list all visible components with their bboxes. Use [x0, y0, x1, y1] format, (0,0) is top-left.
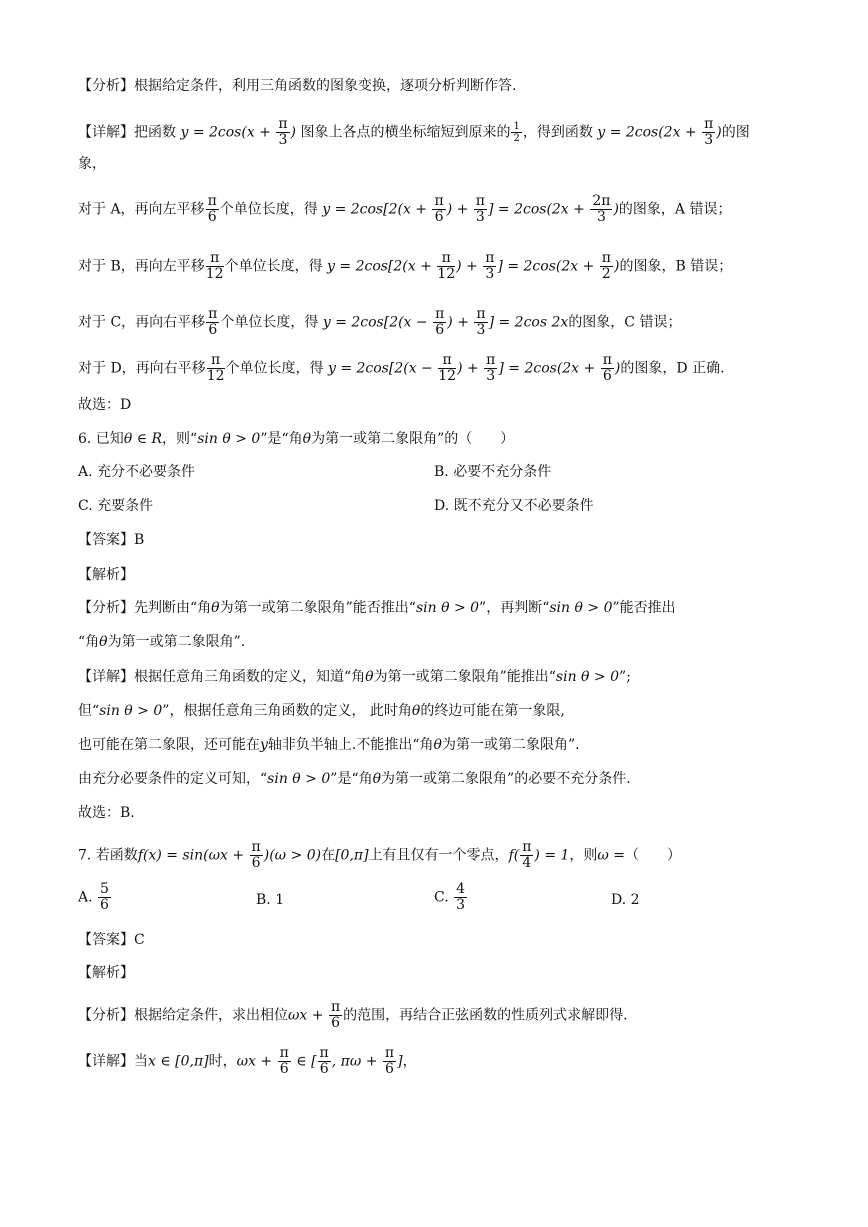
fraction: $\frac{1}{2}$ [513, 121, 520, 144]
analysis-text: 【分析】根据给定条件，求出相位ωx + $\frac{\pi}{6}$ 的范围，再结合正弦函数的性质列式求解即得. [78, 999, 628, 1031]
question-7-stem: 7. 若函数f(x) = sin(ωx + $\frac{\pi}{6}$ )(ω > 0)在[0,π]上有且仅有一个零点，f( $\frac{\pi}{4}$ ) = 1，则ω =（ ） [78, 839, 682, 871]
fraction: $\frac{\pi}{6}$ [279, 1045, 289, 1077]
fraction: $\frac{\pi}{3}$ [485, 250, 495, 282]
option-analysis-a: 对于 A，再向左平移 $\frac{\pi}{6}$ 个单位长度，得 y = 2cos[2(x + $\frac{\pi}{6}$ ) + $\frac{\pi}{3}$ ] = 2cos(2x + $\frac{2\pi}{3}$ )的图象，A 错误； [78, 193, 732, 225]
fraction: $\frac{\pi}{6}$ [384, 1045, 395, 1077]
fraction: $\frac{\pi}{12}$ [437, 250, 456, 282]
option-a: A. 充分不必要条件 [78, 464, 196, 480]
detail-line: 也可能在第二象限，还可能在y轴非负半轴上.不能推出“角θ为第一或第二象限角”. [78, 737, 580, 753]
question-6-stem: 6. 已知θ ∈ R，则“sin θ > 0”是“角θ为第一或第二象限角”的（ ） [78, 431, 515, 447]
detail-line: 由充分必要条件的定义可知，“sin θ > 0”是“角θ为第一或第二象限角”的必要不充分条件. [78, 771, 631, 787]
option-b: B. 必要不充分条件 [434, 464, 552, 480]
fraction: $\frac{\pi}{3}$ [704, 116, 714, 148]
analysis-text: 【分析】根据给定条件，利用三角函数的图象变换，逐项分析判断作答. [78, 78, 517, 94]
option-d: D. 既不充分又不必要条件 [434, 498, 594, 514]
analysis-text: “角θ为第一或第二象限角”. [78, 634, 246, 650]
analysis-text: 【分析】先判断由“角θ为第一或第二象限角”能否推出“sin θ > 0”，再判断“sin θ > 0”能否推出 [78, 600, 676, 616]
fraction: $\frac{\pi}{12}$ [205, 250, 224, 282]
option-d: D. 2 [611, 892, 640, 908]
detail-line: 象， [78, 156, 106, 172]
answer-text: 【答案】B [78, 532, 145, 548]
option-c: C. 充要条件 [78, 498, 154, 514]
fraction: $\frac{4}{3}$ [456, 881, 466, 913]
answer-text: 【答案】C [78, 932, 145, 948]
option-analysis-d: 对于 D，再向右平移 $\frac{\pi}{12}$ 个单位长度，得 y = 2cos[2(x − $\frac{\pi}{12}$ ) + $\frac{\pi}{3}$ ] = 2cos(2x + $\frac{\pi}{6}$ )的图象，D 正确. [78, 352, 725, 384]
jiexi-heading: 【解析】 [78, 567, 134, 583]
fraction: $\frac{\pi}{6}$ [434, 193, 444, 225]
detail-line: 【详解】把函数 y = 2cos(x + $\frac{\pi}{3}$ ) 图象上各点的横坐标缩短到原来的 $\frac{1}{2}$ ，得到函数 y = 2cos(2x + $\frac{\pi}{3}$ )的图 [78, 116, 750, 148]
fraction: $\frac{\pi}{6}$ [208, 306, 218, 338]
option-a: A. $\frac{5}{6}$ [78, 881, 109, 913]
fraction: $\frac{\pi}{4}$ [522, 839, 532, 871]
fraction: $\frac{\pi}{12}$ [206, 352, 225, 384]
detail-line: 【详解】根据任意角三角函数的定义，知道“角θ为第一或第二象限角”能推出“sin θ > 0”; [78, 669, 631, 685]
option-analysis-b: 对于 B，再向左平移 $\frac{\pi}{12}$ 个单位长度，得 y = 2cos[2(x + $\frac{\pi}{12}$ ) + $\frac{\pi}{3}$ ] = 2cos(2x + $\frac{\pi}{2}$ )的图象，B 错误； [78, 250, 733, 282]
fraction: $\frac{\pi}{6}$ [319, 1045, 329, 1077]
fraction: $\frac{\pi}{3}$ [476, 306, 486, 338]
fraction: $\frac{2\pi}{3}$ [592, 193, 611, 225]
option-b: B. 1 [256, 892, 285, 908]
fraction: $\frac{\pi}{3}$ [486, 352, 496, 384]
detail-line: 但“sin θ > 0”，根据任意角三角函数的定义， 此时角θ的终边可能在第一象限, [78, 703, 565, 719]
jiexi-heading: 【解析】 [78, 965, 134, 981]
option-analysis-c: 对于 C，再向右平移 $\frac{\pi}{6}$ 个单位长度，得 y = 2cos[2(x − $\frac{\pi}{6}$ ) + $\frac{\pi}{3}$ ] = 2cos 2x的图象，C 错误； [78, 306, 682, 338]
fraction: $\frac{\pi}{3}$ [278, 116, 288, 148]
fraction: $\frac{5}{6}$ [100, 881, 109, 913]
fraction: $\frac{\pi}{6}$ [435, 306, 445, 338]
choice-text: 故选：B. [78, 805, 135, 821]
fraction: $\frac{\pi}{6}$ [330, 999, 341, 1031]
fraction: $\frac{\pi}{2}$ [601, 250, 611, 282]
fraction: $\frac{\pi}{6}$ [251, 839, 261, 871]
fraction: $\frac{\pi}{3}$ [475, 193, 485, 225]
fraction: $\frac{\pi}{12}$ [438, 352, 457, 384]
detail-line: 【详解】当x ∈ [0,π]时，ωx + $\frac{\pi}{6}$ ∈ [ $\frac{\pi}{6}$ , πω + $\frac{\pi}{6}$ ]， [78, 1045, 417, 1077]
fraction: $\frac{\pi}{6}$ [207, 193, 217, 225]
option-c: C. $\frac{4}{3}$ [434, 881, 466, 913]
choice-text: 故选：D [78, 397, 132, 413]
fraction: $\frac{\pi}{6}$ [602, 352, 612, 384]
